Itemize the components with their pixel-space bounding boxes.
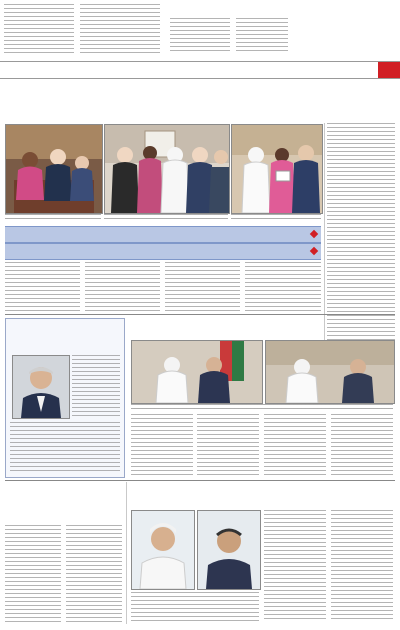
story2-photo-caption (131, 404, 393, 411)
story4-photo-left (131, 510, 195, 590)
page-number-badge (378, 62, 400, 78)
story1-photo-caption-right (231, 214, 321, 224)
red-diamond-icon (310, 230, 318, 238)
story1-banner-1 (5, 226, 321, 243)
story1-photo-left (5, 124, 103, 214)
story4-photo-right (197, 510, 261, 590)
story2-photo-right (265, 340, 395, 404)
story1-photo-middle (104, 124, 230, 214)
story3-body-right (72, 355, 120, 417)
story1-body-col2 (85, 262, 160, 312)
story2-body-col3 (264, 414, 326, 476)
story1-body-col1 (5, 262, 80, 312)
story2-body-col2 (197, 414, 259, 476)
top-story-text-c (4, 4, 74, 56)
story5-body-col2 (66, 525, 122, 622)
top-story-text-d (80, 4, 160, 56)
story1-photo-caption-middle (104, 214, 228, 224)
story2-body-col1 (131, 414, 193, 476)
story1-photo-caption-left (5, 214, 101, 224)
masthead (0, 0, 400, 67)
red-diamond-icon (310, 247, 318, 255)
top-story-text-b (236, 18, 288, 54)
story1-photo-right (231, 124, 323, 214)
story1-body-col4 (245, 262, 321, 312)
story1-body-right (327, 123, 395, 351)
story4-body-col1 (264, 510, 326, 622)
story1-banner-2 (5, 243, 321, 260)
story4-body-col2 (331, 510, 393, 622)
story4-body-col3 (131, 592, 259, 622)
top-story-text-a (170, 18, 230, 54)
story2-photo-left (131, 340, 263, 404)
story3-body-lower (10, 422, 120, 472)
story5-body-col1 (5, 525, 61, 622)
story3-portrait (12, 355, 70, 419)
date-strip (0, 61, 400, 79)
story1-body-col3 (165, 262, 240, 312)
story2-body-col4 (331, 414, 393, 476)
